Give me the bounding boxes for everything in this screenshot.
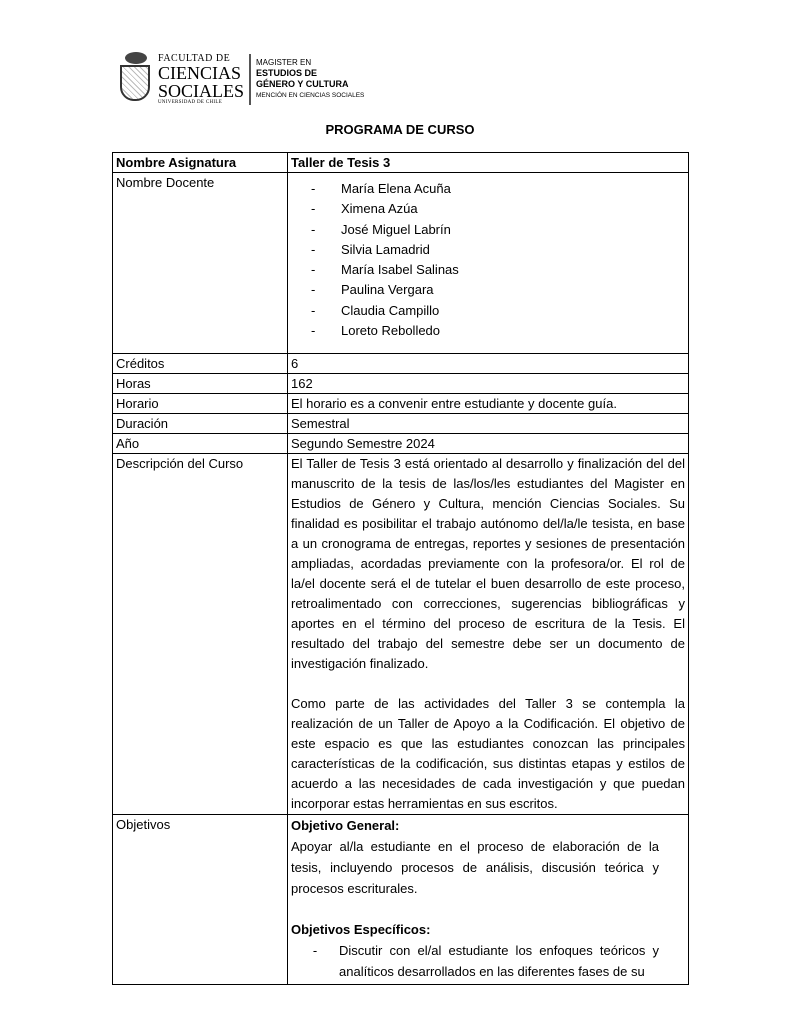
docente-name: Loreto Rebolledo (341, 323, 441, 339)
docente-item (311, 280, 685, 300)
logo-text: ESTUDIOS DE (256, 68, 318, 78)
table-row (113, 394, 689, 414)
objetivos-cell (288, 815, 689, 985)
dash-bullet: - (311, 181, 316, 196)
table-row (113, 374, 689, 394)
row-value: Taller de Tesis 3 (288, 153, 689, 173)
row-value: 6 (288, 354, 689, 374)
table-row (113, 414, 689, 434)
row-label: Año (113, 434, 288, 454)
faculty-logo (118, 52, 364, 106)
docentes-cell (288, 173, 689, 354)
docente-item (311, 301, 685, 321)
objetivo-especifico-item (291, 940, 685, 982)
docente-name: José Miguel Labrín (341, 221, 451, 237)
dash-bullet: - (311, 323, 316, 339)
row-label: Créditos (113, 354, 288, 374)
row-value: Semestral (288, 414, 689, 434)
table-row (113, 173, 689, 354)
row-value: 162 (288, 374, 689, 394)
faculty-name (158, 54, 251, 105)
dash-bullet: - (311, 241, 316, 257)
row-value: Segundo Semestre 2024 (288, 434, 689, 454)
docentes-list (311, 179, 685, 341)
logo-text: FACULTAD DE (158, 52, 231, 64)
objetivo-general: Apoyar al/la estudiante en el proceso de elaboración de la tesis, incluyendo procesos de análisis, discusión teórica y procesos escriturales. (291, 839, 659, 897)
row-value: El horario es a convenir entre estudiante y docente guía. (288, 394, 689, 414)
row-label: Descripción del Curso (113, 454, 288, 815)
dash-bullet: - (312, 943, 318, 959)
table-row (113, 434, 689, 454)
docente-name: Claudia Campillo (341, 302, 440, 318)
docente-name: Paulina Vergara (341, 282, 434, 298)
objetivo-general-title: Objetivo General: (291, 818, 400, 834)
row-label: Duración (113, 414, 288, 434)
page-title: PROGRAMA DE CURSO (325, 122, 475, 137)
logo-text: MENCIÓN EN CIENCIAS SOCIALES (256, 92, 365, 99)
docente-name: Ximena Azúa (341, 201, 418, 217)
program-name (256, 57, 364, 101)
docente-item (311, 199, 685, 219)
row-label: Horario (113, 394, 288, 414)
table-row (113, 354, 689, 374)
dash-bullet: - (311, 221, 316, 237)
logo-text: MAGISTER EN (256, 58, 312, 67)
row-label: Nombre Asignatura (113, 153, 288, 173)
docente-name: María Isabel Salinas (341, 262, 459, 278)
logo-text: SOCIALES (158, 80, 245, 101)
row-label: Nombre Docente (113, 173, 288, 354)
dash-bullet: - (311, 201, 316, 217)
objetivo-especifico-text: Discutir con el/al estudiante los enfoques teóricos y analíticos desarrollados en las diferentes fases de su (339, 943, 659, 980)
descripcion-cell (288, 454, 689, 815)
university-crest-icon (118, 52, 154, 106)
logo-text: UNIVERSIDAD DE CHILE (158, 99, 223, 105)
descripcion-paragraph: Como parte de las actividades del Taller 3 se contempla la realización de un Taller de Apoyo a la Codificación. El objetivo de este espacio es que las estudiantes conozcan las principales características de la codificación, sus distintas etapas y estilos de acuerdo a las necesidades de cada investigación y que puedan incorporar estas herramientas en sus escritos. (291, 696, 685, 812)
descripcion-paragraph: El Taller de Tesis 3 está orientado al desarrollo y finalización del del manuscrito de la tesis de las/los/les estudiantes del Magister en Estudios de Género y Cultura, mención Ciencias Sociales. Su finalidad es posibilitar el trabajo autónomo del/la/le tesista, en base a un cronograma de entregas, reportes y sesiones de presentación ampliadas, acordadas previamente con la profesora/or. El rol de la/el docente será el de tutelar el buen desarrollo de este proceso, retroalimentado con correcciones, sugerencias bibliográficas y aportes en el término del proceso de escritura de la Tesis. El resultado del trabajo del semestre debe ser un documento de investigación finalizado. (291, 456, 685, 672)
table-row (113, 815, 689, 985)
dash-bullet: - (311, 282, 316, 298)
objetivos-especificos-title: Objetivos Específicos: (291, 922, 431, 938)
docente-item (311, 260, 685, 280)
docente-item (311, 321, 685, 341)
docente-name: María Elena Acuña (341, 181, 451, 196)
table-row (113, 153, 689, 173)
docente-name: Silvia Lamadrid (341, 241, 430, 257)
dash-bullet: - (311, 302, 316, 318)
docente-item (311, 179, 685, 199)
course-table (112, 152, 689, 985)
dash-bullet: - (311, 262, 316, 278)
table-row (113, 454, 689, 815)
docente-item (311, 240, 685, 260)
logo-text: GÉNERO Y CULTURA (256, 79, 349, 89)
docente-item (311, 220, 685, 240)
logo-text: CIENCIAS (158, 62, 242, 83)
row-label: Horas (113, 374, 288, 394)
row-label: Objetivos (113, 815, 288, 985)
